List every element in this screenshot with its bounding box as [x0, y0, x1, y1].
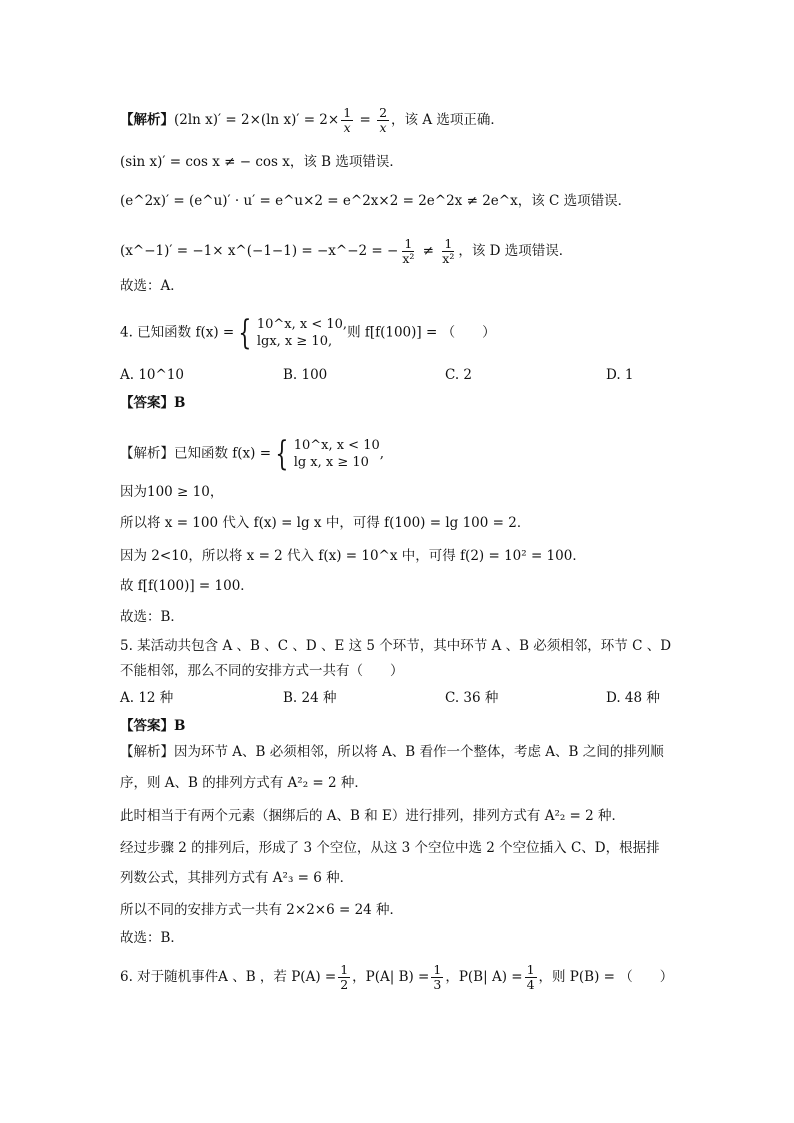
q5-stem-line-1: 5. 某活动共包含 A 、B 、C 、D 、E 这 5 个环节，其中环节 A 、B 必须相邻，环节 C 、D	[120, 638, 672, 654]
q5-analysis-line-1: 【解析】因为环节 A、B 必须相邻，所以将 A、B 看作一个整体，考虑 A、B 之间的排列顺	[120, 744, 664, 760]
q5-answer: 【答案】B	[120, 718, 186, 734]
q5-option-d: D. 48 种	[606, 690, 660, 706]
q4-option-c: C. 2	[445, 367, 473, 383]
q4-option-d: D. 1	[606, 367, 634, 383]
q3-analysis-a-line: 【解析】(2ln x)′ = 2×(ln x)′ = 2× $\frac{1}{x}$ = $\frac{2}{x}$ ，该 A 选项正确．	[120, 105, 504, 135]
q4-choice: 故选：B．	[120, 609, 184, 625]
q3-d-expression: (x^−1)′ = −1× x^(−1−1) = −x^−2 = −	[120, 243, 399, 259]
q5-option-a: A. 12 种	[120, 690, 174, 706]
q6-fraction-pab: $\frac{1}{3}$	[433, 962, 442, 992]
q4-analysis-intro: 【解析】已知函数 f(x) = { 10^x, x < 10 lg x, x ≥ 10 ,	[120, 434, 385, 474]
q3-a-fraction-1: $\frac{1}{x}$	[343, 105, 352, 135]
q3-choice: 故选：A．	[120, 278, 184, 294]
q3-a-expression: (2ln x)′ = 2×(ln x)′ = 2×	[174, 112, 340, 128]
q6-fraction-pba: $\frac{1}{4}$	[526, 962, 535, 992]
q3-a-fraction-2: $\frac{2}{x}$	[379, 105, 388, 135]
q4-stem: 4. 已知函数 f(x) = { 10^x, x < 10, lgx, x ≥ 10, 则 f[f(100)] = （ ）	[120, 313, 496, 353]
q4-analysis-piecewise: { 10^x, x < 10 lg x, x ≥ 10	[275, 434, 380, 474]
q5-analysis-line-5: 列数公式，其排列方式有 A²₃ = 6 种．	[120, 870, 354, 886]
q5-stem-line-2: 不能相邻，那么不同的安排方式一共有（ ）	[120, 663, 404, 679]
q3-analysis-d-line: (x^−1)′ = −1× x^(−1−1) = −x^−2 = − $\frac{1}{\text{x²}}$ ≠ $\frac{1}{\text{x²}}$ ，该 D 选项错误．	[120, 236, 573, 266]
q4-step-1: 因为100 ≥ 10，	[120, 484, 224, 500]
q5-analysis-line-3: 此时相当于有两个元素（捆绑后的 A、B 和 E）进行排列，排列方式有 A²₂ = 2 种．	[120, 808, 626, 824]
q3-d-fraction-1: $\frac{1}{\text{x²}}$	[402, 236, 415, 266]
q4-step-4: 故 f[f(100)] = 100．	[120, 578, 254, 594]
q4-answer: 【答案】B	[120, 395, 186, 411]
q3-d-conclusion: ，该 D 选项错误．	[458, 243, 573, 259]
analysis-tag: 【解析】	[120, 112, 174, 128]
q4-step-2: 所以将 x = 100 代入 f(x) = lg x 中，可得 f(100) = lg 100 = 2．	[120, 515, 531, 531]
q3-analysis-b-line: (sin x)′ = cos x ≠ − cos x，该 B 选项错误．	[120, 154, 403, 170]
q5-choice: 故选：B．	[120, 930, 184, 946]
q5-analysis-line-2: 序，则 A、B 的排列方式有 A²₂ = 2 种．	[120, 775, 368, 791]
q5-option-c: C. 36 种	[445, 690, 499, 706]
q5-analysis-line-4: 经过步骤 2 的排列后，形成了 3 个空位，从这 3 个空位中选 2 个空位插入 C、D，根据排	[120, 840, 660, 856]
q6-fraction-pa: $\frac{1}{2}$	[340, 962, 349, 992]
q3-a-conclusion: ，该 A 选项正确．	[391, 112, 504, 128]
q4-step-3: 因为 2<10，所以将 x = 2 代入 f(x) = 10^x 中，可得 f(2) = 10² = 100．	[120, 548, 586, 564]
q4-option-a: A. 10^10	[120, 367, 184, 383]
q4-option-b: B. 100	[283, 367, 328, 383]
q5-analysis-line-6: 所以不同的安排方式一共有 2×2×6 = 24 种．	[120, 902, 404, 918]
q6-stem: 6. 对于随机事件A 、B ，若 P(A) = $\frac{1}{2}$ ，P(A| B) = $\frac{1}{3}$ ，P(B| A) = $\frac{1}{4}$ ，则 P(B) = （ ）	[120, 962, 674, 992]
q3-analysis-c-line: (e^2x)′ = (e^u)′ · u′ = e^u×2 = e^2x×2 = 2e^2x ≠ 2e^x，该 C 选项错误．	[120, 193, 632, 209]
q5-option-b: B. 24 种	[283, 690, 337, 706]
q4-piecewise: { 10^x, x < 10, lgx, x ≥ 10,	[238, 313, 348, 353]
q3-d-fraction-2: $\frac{1}{\text{x²}}$	[442, 236, 455, 266]
